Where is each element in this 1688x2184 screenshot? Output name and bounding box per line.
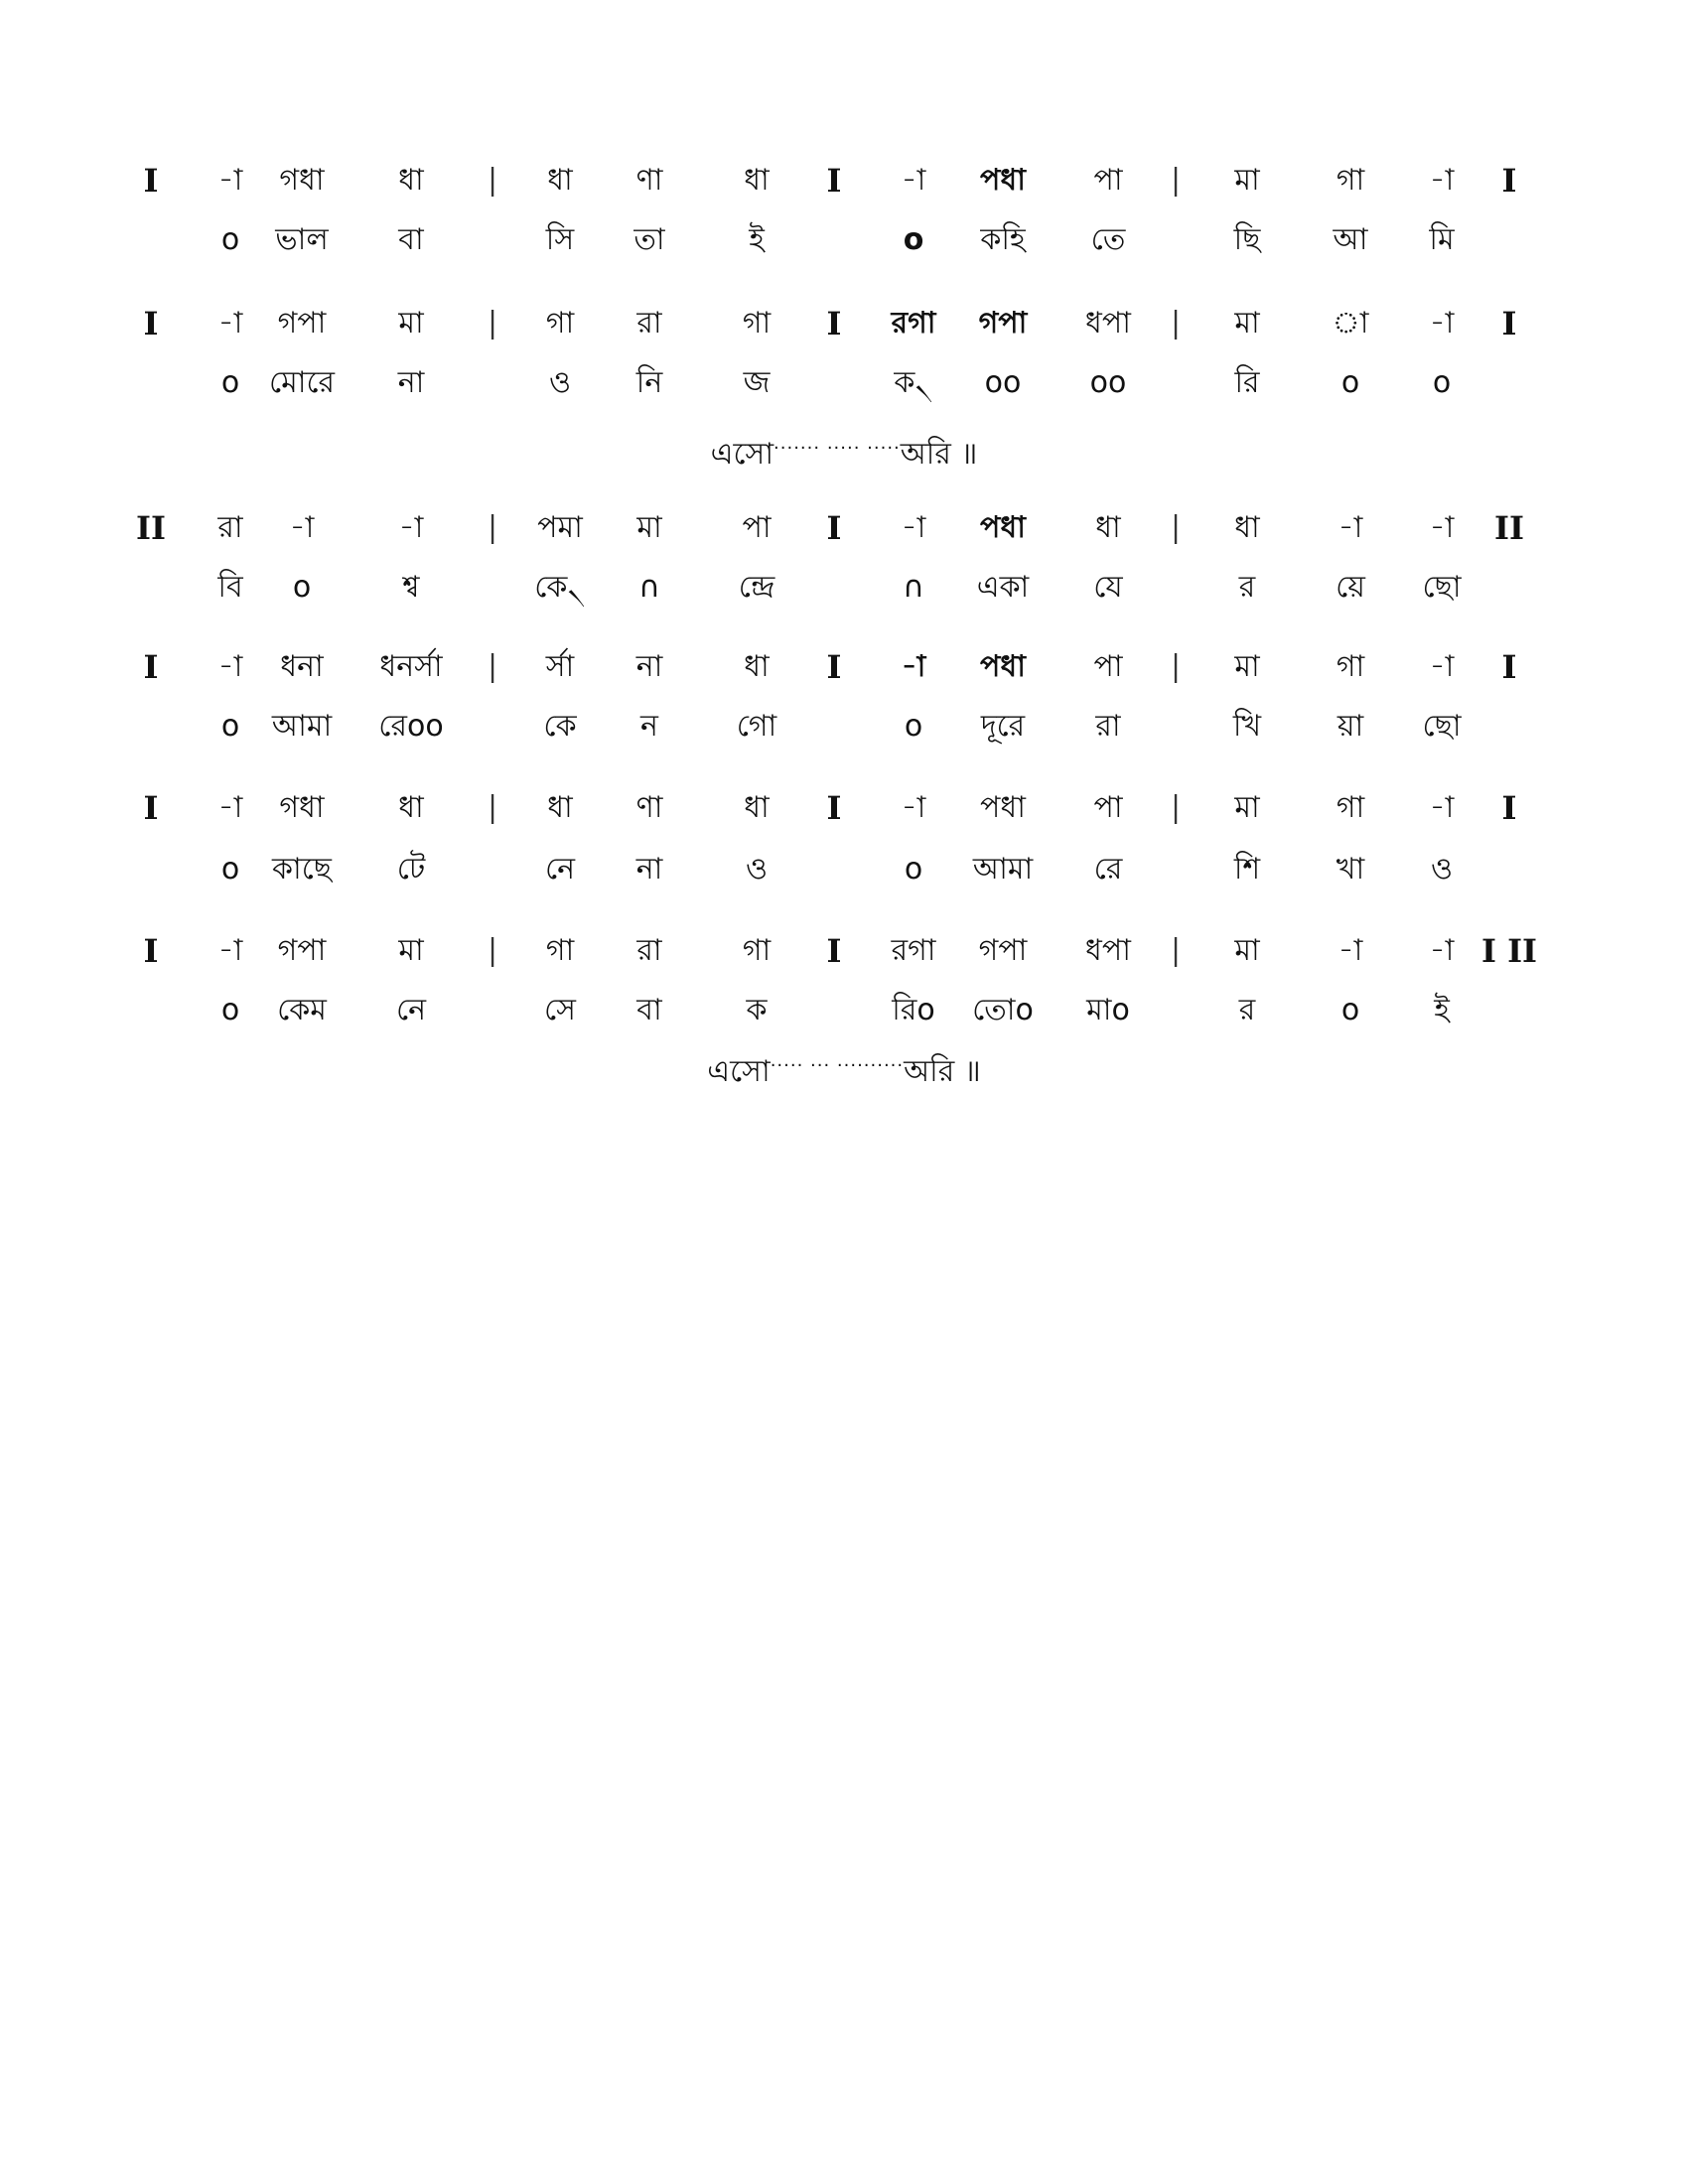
lyric-syllable: আমা (271, 709, 333, 744)
barline: | (487, 163, 498, 198)
notation-row-2 (0, 304, 1688, 351)
barline: I (143, 162, 159, 200)
swara-note: রগা (891, 306, 936, 341)
lyric-syllable: o (220, 852, 240, 887)
swara-note: ধা (1095, 510, 1121, 545)
swara-note: পধা (980, 510, 1026, 545)
swara-note: -া (217, 306, 243, 341)
swara-note: -া (1429, 933, 1455, 968)
lyric-syllable: বি (217, 570, 243, 605)
swara-note: ধা (744, 649, 770, 684)
barline: I (826, 509, 842, 547)
lyrics-row-2 (0, 363, 1688, 411)
lyric-syllable: ছি (1233, 222, 1261, 257)
swara-note: ধা (1234, 510, 1260, 545)
lyric-syllable: o (1432, 365, 1452, 400)
swara-note: -া (289, 510, 315, 545)
swara-note: রা (636, 306, 662, 341)
swara-note: মা (398, 306, 424, 341)
swara-note: -া (1429, 790, 1455, 825)
lyrics-row-4 (0, 707, 1688, 754)
barline: I (143, 648, 159, 686)
lyric-syllable: রেoo (378, 709, 444, 744)
swara-note: -া (217, 933, 243, 968)
barline: I (826, 305, 842, 342)
lyric-syllable: শি (1233, 852, 1261, 887)
barline: | (487, 790, 498, 825)
lyric-syllable: য়ে (1336, 570, 1365, 605)
swara-note: ণা (635, 790, 663, 825)
lyric-syllable: oo (1089, 365, 1127, 400)
lyric-syllable: কেম (277, 993, 327, 1027)
swara-note: মা (1234, 163, 1260, 198)
lyric-syllable: একা (976, 570, 1030, 605)
swara-note: গা (1336, 790, 1365, 825)
barline: | (1170, 510, 1182, 545)
lyric-syllable: র (1238, 570, 1256, 605)
lyric-syllable: গো (736, 709, 777, 744)
swara-note: -া (1429, 163, 1455, 198)
swara-note: -া (1429, 649, 1455, 684)
notation-row-4 (0, 647, 1688, 695)
swara-note: ধনর্সা (379, 649, 443, 684)
notation-row-1 (0, 161, 1688, 208)
refrain-line-2 (0, 1046, 1688, 1092)
swara-note: মা (1234, 933, 1260, 968)
swara-note: পধা (980, 790, 1026, 825)
swara-note: -া (1337, 933, 1363, 968)
swara-note: ধা (547, 790, 573, 825)
barline: I (143, 789, 159, 827)
refrain-end: অরি ॥ (900, 437, 978, 472)
swara-note: -া (901, 790, 926, 825)
lyric-syllable: মাo (1086, 993, 1130, 1027)
lyric-syllable: ও (1430, 852, 1454, 887)
lyric-syllable: শ্ব (402, 570, 420, 605)
refrain-line-1 (0, 429, 1688, 475)
lyric-syllable: ছো (1422, 570, 1462, 605)
lyric-syllable: সে (544, 993, 576, 1027)
lyric-syllable: ∩ (903, 570, 924, 605)
barline: | (1170, 649, 1182, 684)
lyrics-row-1 (0, 220, 1688, 268)
lyric-syllable: দূরে (980, 709, 1026, 744)
lyric-syllable: ও (745, 852, 769, 887)
swara-note: গা (742, 933, 772, 968)
barline: I (1501, 162, 1517, 200)
swara-note: ধা (398, 790, 424, 825)
lyric-syllable: o (1340, 993, 1360, 1027)
barline: I (1501, 648, 1517, 686)
swara-note: ধপা (1085, 306, 1131, 341)
swara-note: পা (1093, 649, 1123, 684)
barline: I (1501, 305, 1517, 342)
swara-note: গপা (277, 933, 327, 968)
swara-note: গধা (279, 790, 325, 825)
swara-note: া (1332, 306, 1369, 341)
barline: | (487, 649, 498, 684)
swara-note: র্সা (545, 649, 575, 684)
lyric-syllable: o (220, 365, 240, 400)
barline: I (826, 789, 842, 827)
lyrics-row-5 (0, 850, 1688, 897)
lyric-syllable: রিo (892, 993, 935, 1027)
swara-note: -া (901, 510, 926, 545)
lyric-syllable: ন (640, 709, 658, 744)
refrain-start: এসো (710, 437, 774, 472)
swara-note: -া (217, 163, 243, 198)
lyric-syllable: oo (984, 365, 1022, 400)
barline: I (826, 648, 842, 686)
lyric-syllable: o (220, 222, 240, 257)
swara-note: রা (217, 510, 243, 545)
notation-row-6 (0, 931, 1688, 979)
swara-note: মা (1234, 649, 1260, 684)
lyric-syllable: র (1238, 993, 1256, 1027)
lyric-syllable: আ (1333, 222, 1368, 257)
lyric-syllable: কাছে (272, 852, 332, 887)
lyric-syllable: না (635, 852, 663, 887)
barline: | (1170, 163, 1182, 198)
lyric-syllable: তে (1090, 222, 1126, 257)
lyric-syllable: o (220, 993, 240, 1027)
swara-note: ধা (744, 790, 770, 825)
swara-note: গপা (277, 306, 327, 341)
swara-note: পা (1093, 790, 1123, 825)
lyric-syllable: খি (1232, 709, 1262, 744)
lyrics-row-6 (0, 991, 1688, 1038)
swara-note: ধপা (1085, 933, 1131, 968)
swara-note: মা (1234, 306, 1260, 341)
swara-note: -া (1429, 306, 1455, 341)
lyric-syllable: নে (395, 993, 427, 1027)
swara-note: গা (1336, 163, 1365, 198)
swara-note: পধা (980, 649, 1026, 684)
lyric-syllable: o (904, 852, 923, 887)
lyric-syllable: কে (543, 709, 577, 744)
swara-note: গা (545, 933, 575, 968)
swara-note: মা (636, 510, 662, 545)
lyric-syllable: খা (1336, 852, 1365, 887)
swara-note: গা (742, 306, 772, 341)
swara-note: গপা (978, 933, 1028, 968)
swara-note: -া (901, 163, 926, 198)
swara-note: রা (636, 933, 662, 968)
swara-note: -া (217, 790, 243, 825)
lyric-syllable: টে (396, 852, 426, 887)
swara-note: ণা (635, 163, 663, 198)
barline: | (1170, 306, 1182, 341)
swara-note: পা (1093, 163, 1123, 198)
lyric-syllable: মি (1429, 222, 1455, 257)
swara-note: পমা (537, 510, 583, 545)
barline: I (826, 932, 842, 970)
swara-note: গপা (978, 306, 1028, 341)
swara-note: ধা (398, 163, 424, 198)
swara-note: -া (217, 649, 243, 684)
barline: | (487, 510, 498, 545)
swara-note: ধা (744, 163, 770, 198)
barline: | (1170, 933, 1182, 968)
lyric-syllable: য়া (1336, 709, 1364, 744)
barline: I (143, 932, 159, 970)
barline: II (136, 509, 166, 547)
swara-note: পা (742, 510, 772, 545)
barline: I (1501, 789, 1517, 827)
lyric-syllable: মোরে (268, 365, 336, 400)
lyric-syllable: ক (746, 993, 768, 1027)
lyric-syllable: না (397, 365, 425, 400)
swara-note: না (635, 649, 663, 684)
lyrics-row-3 (0, 568, 1688, 615)
lyric-syllable: o (292, 570, 312, 605)
swara-note: -া (398, 510, 424, 545)
swara-note: মা (1234, 790, 1260, 825)
refrain-dots: ····· ··· ·········· (770, 1055, 905, 1076)
notation-row-3 (0, 508, 1688, 556)
lyric-syllable: রা (1095, 709, 1121, 744)
lyric-syllable: সি (545, 222, 575, 257)
swara-note: -া (901, 649, 926, 684)
lyric-syllable: তোo (972, 993, 1034, 1027)
swara-note: -া (1337, 510, 1363, 545)
lyric-syllable: o (903, 222, 924, 257)
lyric-syllable: কে৲ (534, 570, 586, 605)
notation-row-5 (0, 788, 1688, 836)
swara-note: ধা (547, 163, 573, 198)
refrain-end: অরি ॥ (904, 1054, 981, 1089)
lyric-syllable: নে (544, 852, 576, 887)
lyric-syllable: কহি (980, 222, 1026, 257)
barline: I (826, 162, 842, 200)
barline: I (143, 305, 159, 342)
lyric-syllable: ক৲ (894, 365, 933, 400)
lyric-syllable: তা (633, 222, 665, 257)
swara-note: ধনা (280, 649, 324, 684)
swara-note: গধা (279, 163, 325, 198)
lyric-syllable: o (1340, 365, 1360, 400)
swara-note: গা (1336, 649, 1365, 684)
lyric-syllable: বা (398, 222, 424, 257)
swara-note: গা (545, 306, 575, 341)
lyric-syllable: আমা (972, 852, 1034, 887)
barline: | (1170, 790, 1182, 825)
lyric-syllable: ∩ (638, 570, 660, 605)
lyric-syllable: রি (1234, 365, 1260, 400)
lyric-syllable: ছো (1422, 709, 1462, 744)
barline: | (487, 933, 498, 968)
swara-note: -া (1429, 510, 1455, 545)
swara-note: পধা (980, 163, 1026, 198)
lyric-syllable: ভাল (275, 222, 329, 257)
swara-note: মা (398, 933, 424, 968)
lyric-syllable: ন্দ্রে (738, 570, 775, 605)
barline: II (1494, 509, 1524, 547)
refrain-dots: ······· ····· ····· (774, 438, 901, 459)
lyric-syllable: ই (749, 222, 765, 257)
lyric-syllable: যে (1093, 570, 1123, 605)
lyric-syllable: ই (1434, 993, 1450, 1027)
refrain-start: এসো (707, 1054, 771, 1089)
barline: | (487, 306, 498, 341)
lyric-syllable: বা (636, 993, 662, 1027)
lyric-syllable: জ (743, 365, 771, 400)
lyric-syllable: নি (635, 365, 663, 400)
barline: I II (1480, 932, 1538, 970)
lyric-syllable: রে (1093, 852, 1123, 887)
swara-note: রগা (891, 933, 936, 968)
lyric-syllable: o (220, 709, 240, 744)
lyric-syllable: ও (548, 365, 572, 400)
lyric-syllable: o (904, 709, 923, 744)
